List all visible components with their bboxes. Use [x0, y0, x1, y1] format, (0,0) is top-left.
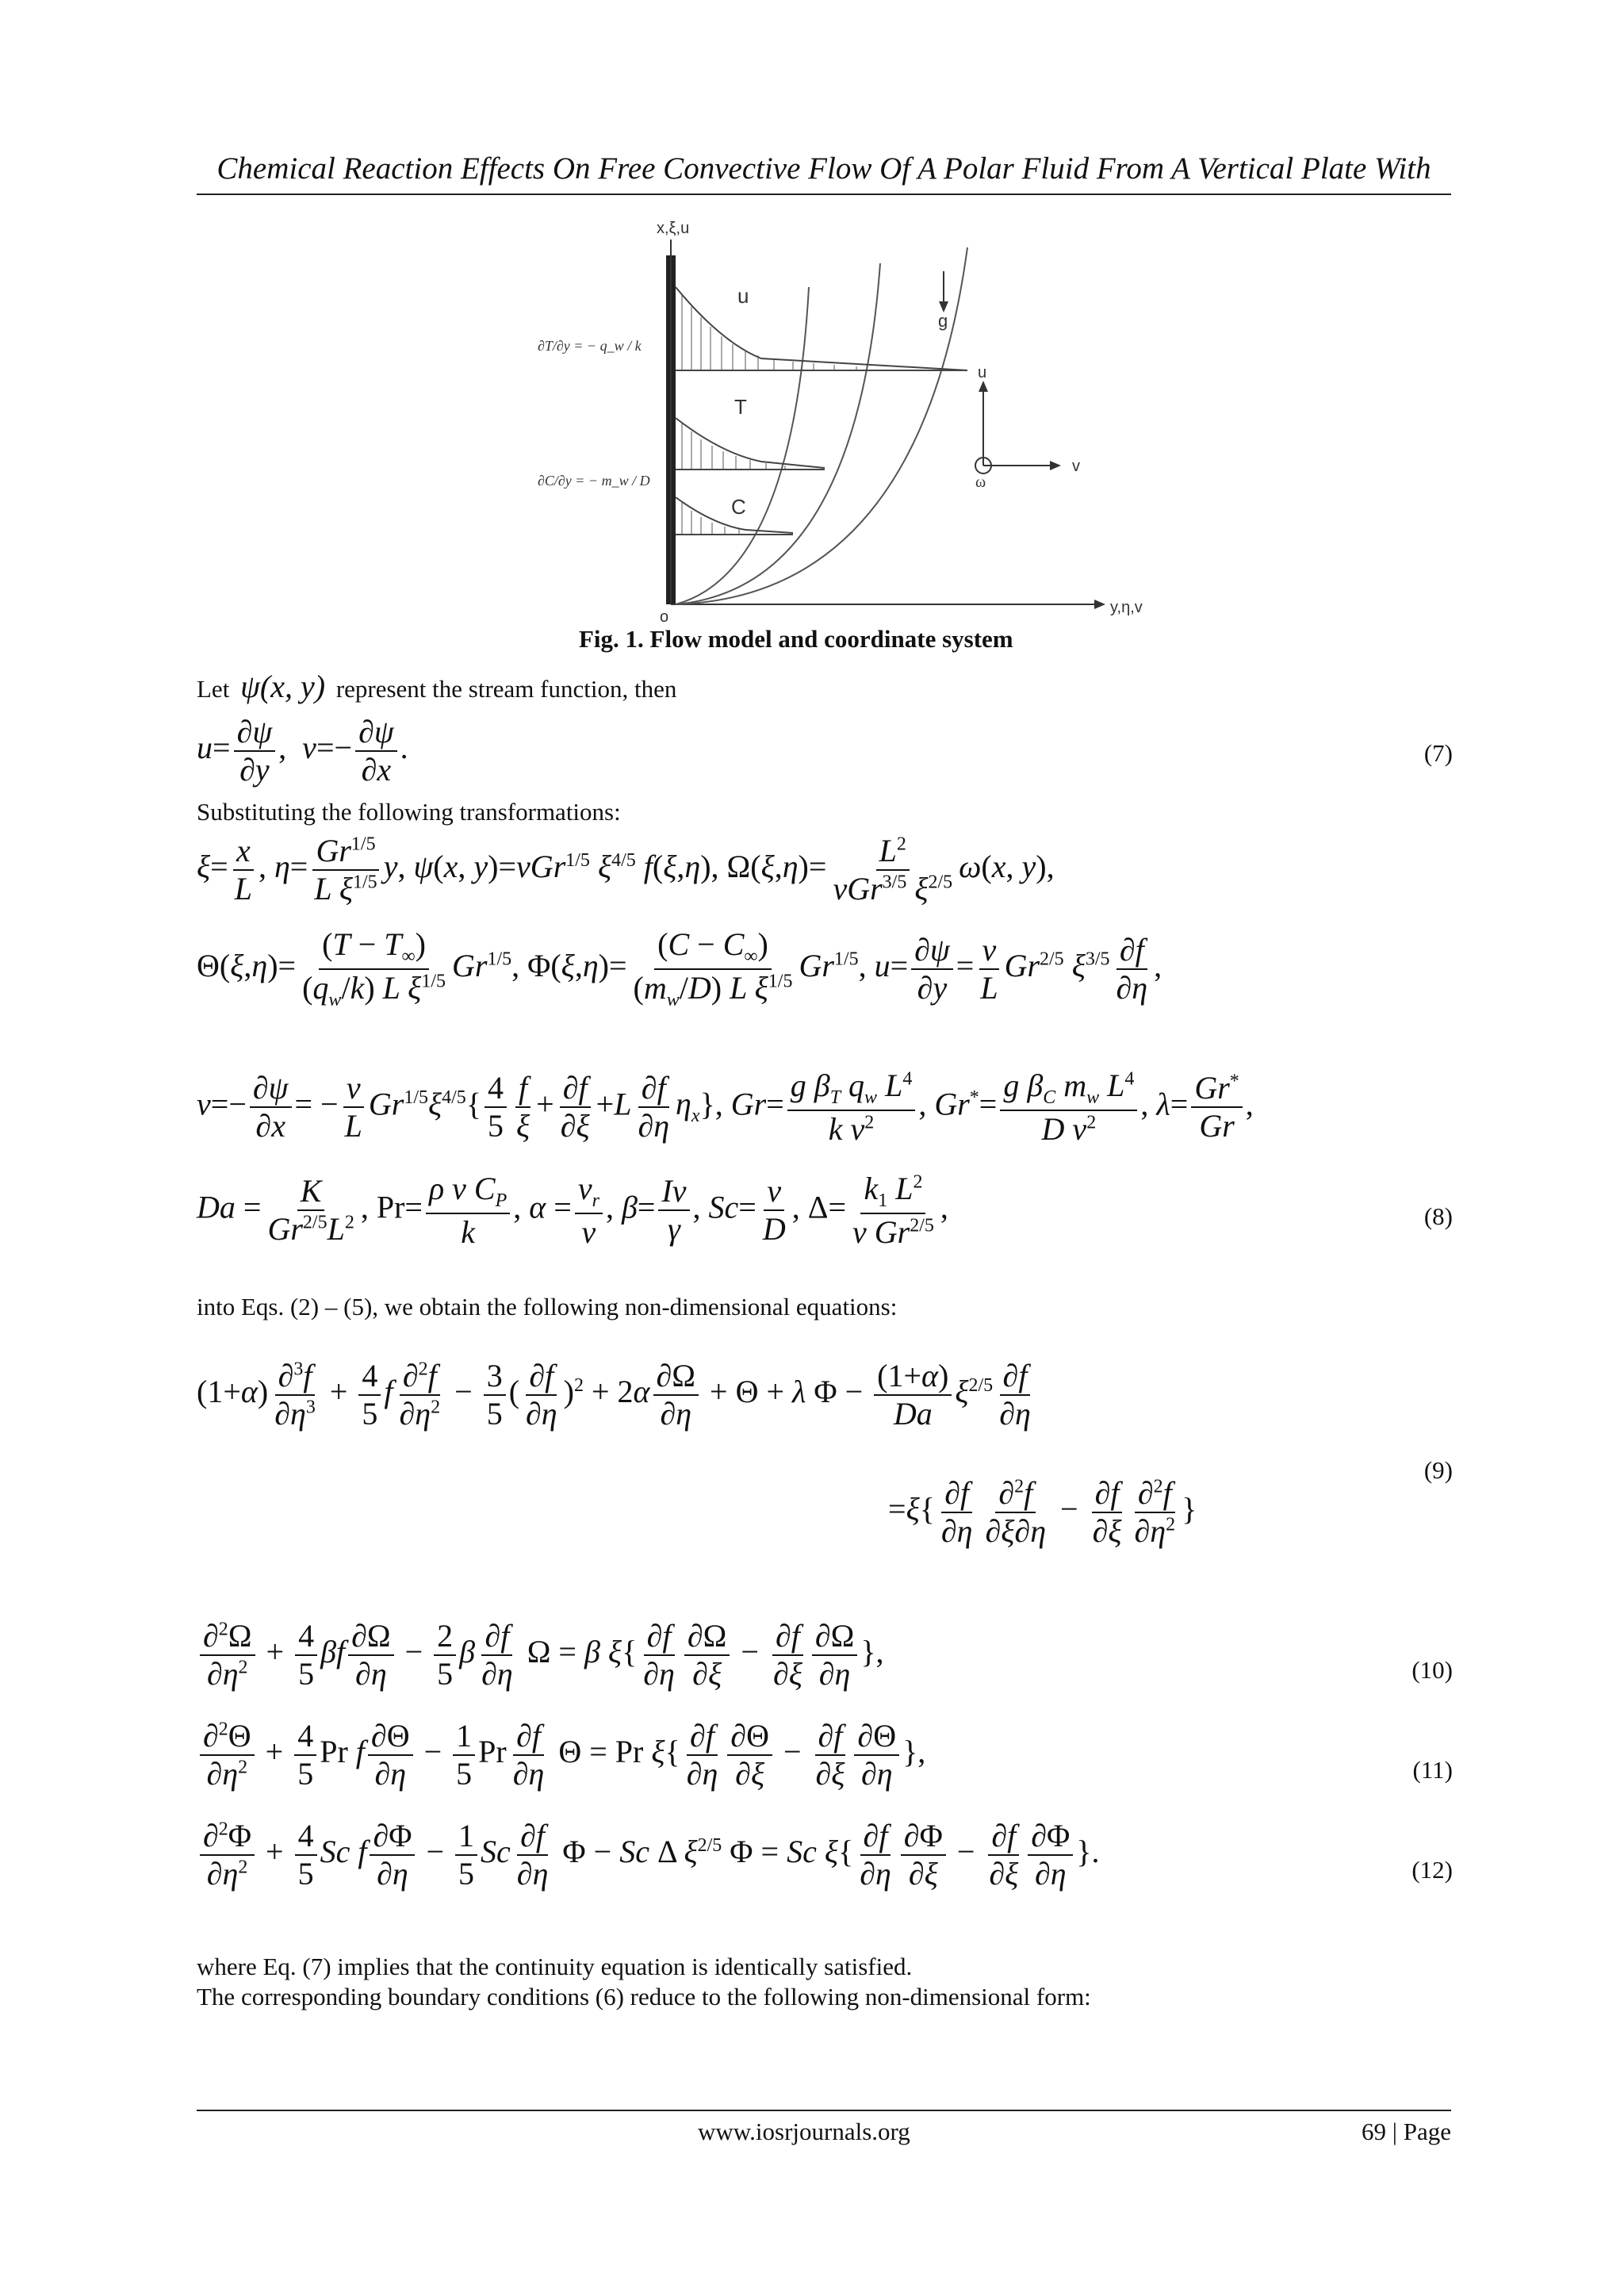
equation-number-10: (10) — [1411, 1656, 1453, 1684]
axis-top-label: x,ξ,u — [657, 220, 690, 237]
equation-10: $\frac{\partial^2\Omega}{\partial\eta^2}$ + $\frac{4}{5}$ βf $\frac{\partial\Omega}{\partial\eta}$ − $\frac{2}{5}$ β $\frac{\partial f}{\partial\eta}$ Ω = β ξ{ $\frac{\partial f}{\partial\eta}$ $\frac{\partial\Omega}{\partial\xi}$ − $\frac{\partial f}{\partial\xi}$ $\frac{\partial\Omega}{\partial\eta}$ }, — [197, 1618, 884, 1692]
c-profile-label: C — [731, 495, 746, 519]
flow-model-figure — [523, 216, 1143, 626]
into-eqs-text: into Eqs. (2) – (5), we obtain the following non-dimensional equations: — [197, 1293, 898, 1320]
substituting-text: Substituting the following transformations: — [197, 798, 621, 826]
running-title: Chemical Reaction Effects On Free Convective Flow Of A Polar Fluid From A Vertical Plate With — [216, 151, 1431, 186]
page-number: 69 | Page — [1362, 2118, 1451, 2145]
stream-intro — [197, 668, 676, 705]
equation-9-line-2: =ξ{ $\frac{\partial f}{\partial\eta}$ $\frac{\partial^2f}{\partial\xi\partial\eta}$ − $\frac{\partial f}{\partial\xi}$ $\frac{\partial^2f}{\partial\eta^2}$ } — [888, 1475, 1197, 1549]
axis-right-label: y,η,v — [1110, 599, 1143, 616]
u-profile-label: u — [737, 284, 749, 308]
boundary-text: The corresponding boundary conditions (6) reduce to the following non-dimensional form: — [197, 1983, 1091, 2010]
bc-temperature: ∂T/∂y = − q_w / k — [538, 338, 642, 354]
where-eq-text: where Eq. (7) implies that the continuity equation is identically satisfied. — [197, 1953, 913, 1980]
equation-number-9: (9) — [1423, 1456, 1453, 1484]
equation-8-line-2: Θ(ξ,η)= $\frac{(T - T_\infty)}{(q_w/k) L \xi^{1/5}}$ $Gr^{1/5}$, Φ(ξ,η)= $\frac{(C - C_\infty)}{(m_w/D) L \xi^{1/5}}$ $Gr^{1/5}$, u= $\frac{\partial\psi}{\partial y}$ = $\frac{\nu}{L}$ $Gr^{2/5}$ $\xi^{3/5}$ $\frac{\partial f}{\partial\eta}$ , — [197, 926, 1162, 1010]
equation-7: u= $\frac{\partial\psi}{\partial y}$ , v=− $\frac{\partial\psi}{\partial x}$ . — [197, 714, 408, 788]
equation-8-line-1: ξ= $\frac{x}{L}$ , η= $\frac{Gr^{1/5}}{L \xi^{1/5}}$ y, ψ(x, y)=νGr$^{1/5}$ $\xi^{4/5}$ f(ξ,η), Ω(ξ,η)= $\frac{L^2}{\nu Gr^{3/5} \xi^{2/5}}$ ω(x, y), — [197, 833, 1055, 907]
t-profile-label: T — [734, 395, 747, 419]
figure-caption: Fig. 1. Flow model and coordinate system — [579, 625, 1013, 653]
equation-number-7: (7) — [1423, 739, 1453, 767]
footer-rule — [197, 2110, 1451, 2111]
equation-number-12: (12) — [1411, 1856, 1453, 1884]
stream-intro-math: ψ(x, y) — [240, 669, 326, 704]
stream-intro-prefix: Let — [197, 675, 230, 703]
equation-9-line-1: (1+α) $\frac{\partial^3f}{\partial\eta^3}$ + $\frac{4}{5}$ f $\frac{\partial^2f}{\partial\eta^2}$ − $\frac{3}{5}$ ( $\frac{\partial f}{\partial\eta}$ )$^2$ + 2α $\frac{\partial\Omega}{\partial\eta}$ + Θ + λ Φ − $\frac{(1+\alpha)}{Da}$ $\xi^{2/5}$ $\frac{\partial f}{\partial\eta}$ — [197, 1358, 1031, 1432]
bc-concentration: ∂C/∂y = − m_w / D — [538, 473, 650, 489]
coord-omega-label: ω — [975, 473, 986, 491]
origin-label: o — [660, 608, 669, 626]
header-rule — [197, 194, 1451, 195]
equation-8-line-4: Da = $\frac{K}{Gr^{2/5}L^2}$ , Pr= $\frac{\rho \nu C_P}{k}$ , α = $\frac{\nu_r}{\nu}$ , β= $\frac{I\nu}{\gamma}$ , Sc= $\frac{\nu}{D}$ , Δ= $\frac{k_1 L^2}{\nu Gr^{2/5}}$ , — [197, 1171, 948, 1250]
equation-11: $\frac{\partial^2\Theta}{\partial\eta^2}$ + $\frac{4}{5}$ Pr f $\frac{\partial\Theta}{\partial\eta}$ − $\frac{1}{5}$ Pr $\frac{\partial f}{\partial\eta}$ Θ = Pr ξ{ $\frac{\partial f}{\partial\eta}$ $\frac{\partial\Theta}{\partial\xi}$ − $\frac{\partial f}{\partial\xi}$ $\frac{\partial\Theta}{\partial\eta}$ }, — [197, 1718, 925, 1792]
equation-number-11: (11) — [1412, 1756, 1453, 1784]
coord-u-label: u — [978, 364, 987, 381]
equation-8-line-3: v=− $\frac{\partial\psi}{\partial x}$ = − $\frac{\nu}{L}$ $Gr^{1/5}\xi^{4/5}${ $\frac{4}{5}$ $\frac{f}{\xi}$ + $\frac{\partial f}{\partial\xi}$ +L $\frac{\partial f}{\partial\eta}$ $\eta_x$}, Gr= $\frac{g \beta_T q_w L^4}{k \nu^2}$ , Gr*= $\frac{g \beta_C m_w L^4}{D \nu^2}$ , λ= $\frac{Gr^*}{Gr}$ , — [197, 1068, 1254, 1147]
stream-intro-suffix: represent the stream function, then — [335, 675, 677, 703]
coord-v-label: v — [1072, 458, 1080, 475]
footer-url-link[interactable]: www.iosrjournals.org — [698, 2118, 910, 2145]
equation-12: $\frac{\partial^2\Phi}{\partial\eta^2}$ + $\frac{4}{5}$ Sc f $\frac{\partial\Phi}{\partial\eta}$ − $\frac{1}{5}$ Sc $\frac{\partial f}{\partial\eta}$ Φ − Sc Δ $\xi^{2/5}$ Φ = Sc ξ{ $\frac{\partial f}{\partial\eta}$ $\frac{\partial\Phi}{\partial\xi}$ − $\frac{\partial f}{\partial\xi}$ $\frac{\partial\Phi}{\partial\eta}$ }. — [197, 1818, 1100, 1892]
equation-number-8: (8) — [1423, 1202, 1453, 1230]
gravity-label: g — [938, 311, 948, 331]
